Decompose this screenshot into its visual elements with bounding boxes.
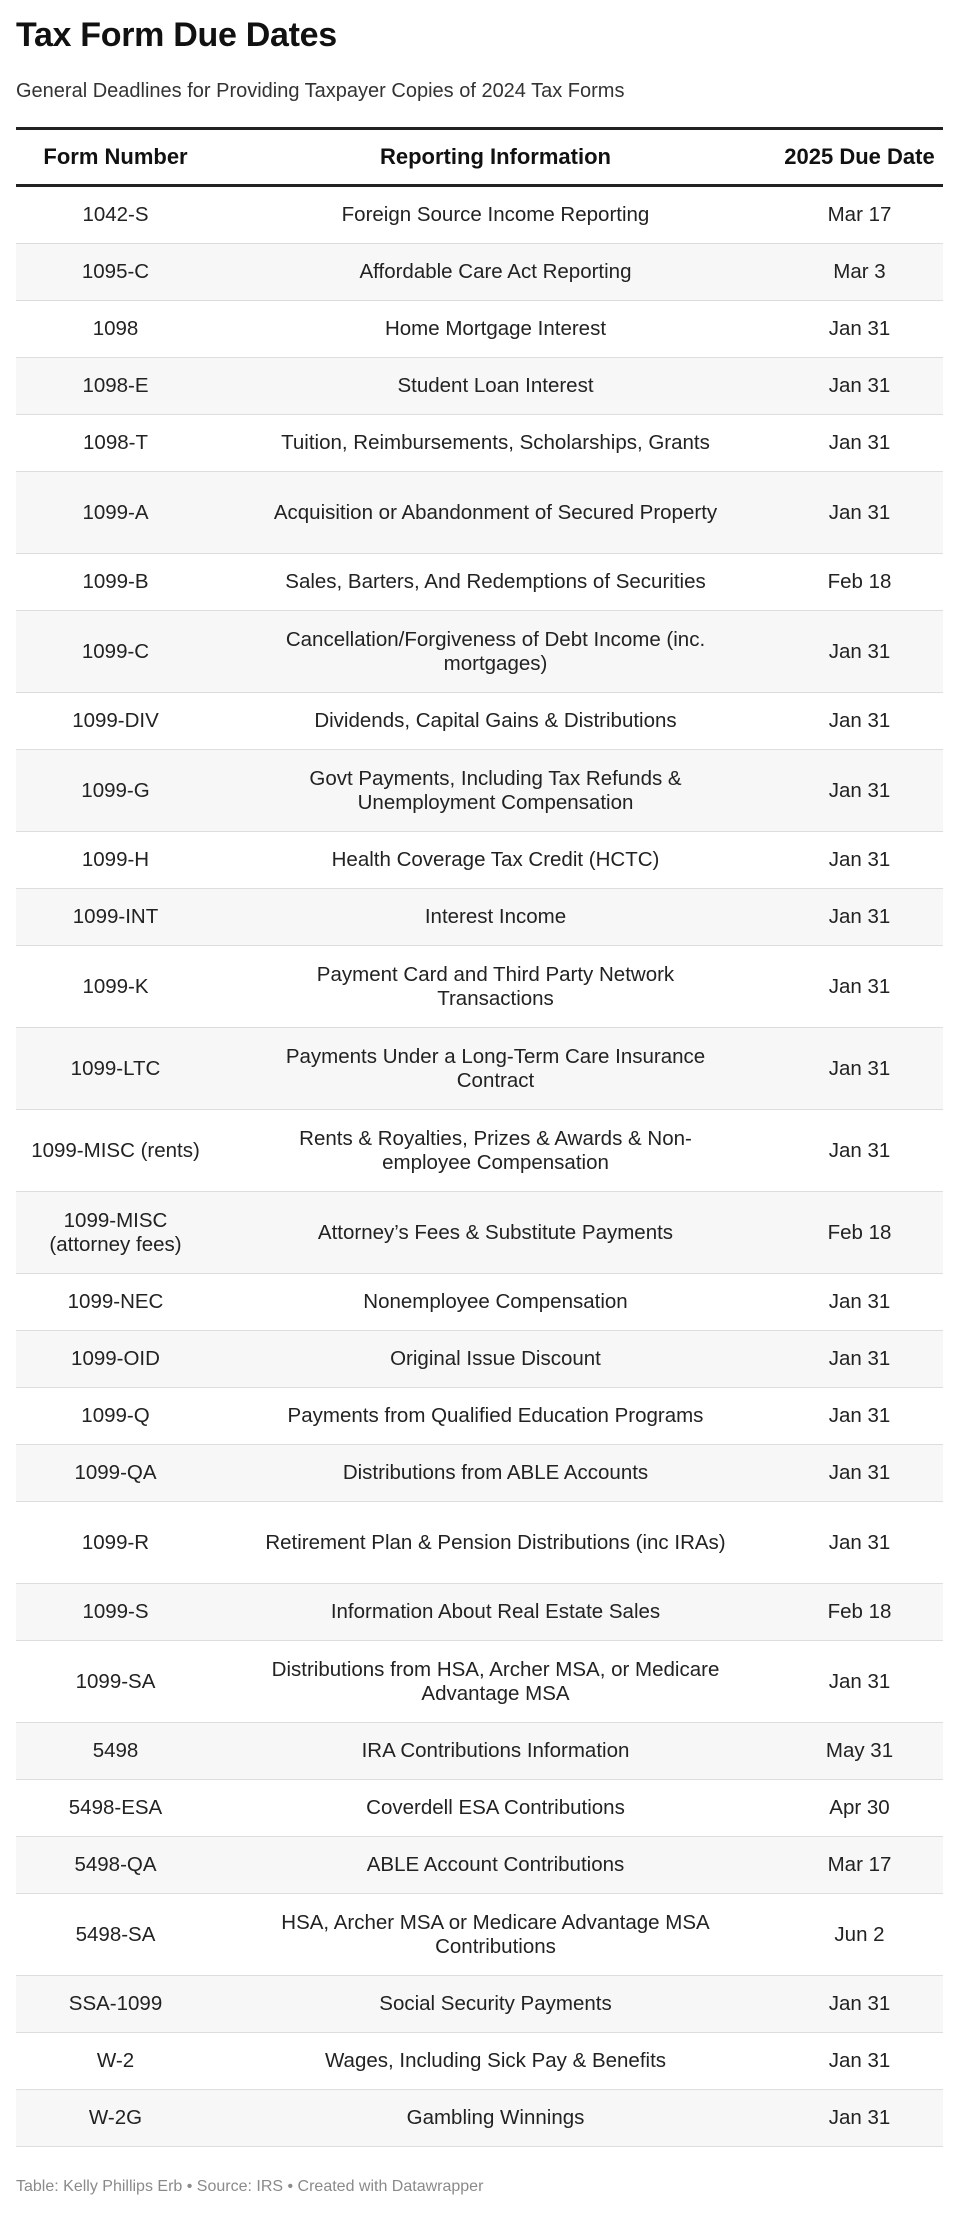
table-row [16,472,943,554]
form-number-cell: 5498-QA [74,1853,157,1876]
form-number-cell: 1099-OID [71,1347,160,1370]
due-date-cell: Jan 31 [828,2106,891,2129]
form-number-cell: 1098-T [83,431,148,454]
due-date-cell: Mar 17 [827,203,892,226]
reporting-info-cell: Tuition, Reimbursements, Scholarships, Grants [281,431,710,454]
form-number-cell: 1095-C [81,260,150,283]
reporting-info-cell: Payment Card and Third Party Network Transactions [316,962,675,1010]
table-row [16,1584,943,1641]
reporting-info-cell: Dividends, Capital Gains & Distributions [314,709,677,732]
form-number-cell: 1098 [92,317,139,340]
table-row [16,889,943,946]
reporting-info-cell: Wages, Including Sick Pay & Benefits [324,2049,667,2072]
form-number-cell: 1099-K [82,974,149,998]
table-row [16,693,943,750]
reporting-info-cell: IRA Contributions Information [361,1739,630,1762]
form-number-cell: 1099-B [82,570,149,593]
table-row [16,1723,943,1780]
column-header-reporting-information: Reporting Information [380,144,611,169]
table-row [16,1192,943,1274]
form-number-cell: 5498-SA [75,1922,156,1946]
reporting-info-cell: Social Security Payments [379,1992,612,2015]
reporting-info-cell: Retirement Plan & Pension Distributions (inc IRAs) [265,1530,726,1554]
due-date-cell: Jan 31 [828,639,891,663]
table-row [16,1110,943,1192]
column-header-due-date: 2025 Due Date [784,144,935,169]
form-number-cell: 1099-DIV [72,709,159,732]
form-number-cell: 1042-S [82,203,149,226]
due-date-cell: Feb 18 [827,1220,892,1244]
due-date-cell: Jan 31 [828,1404,891,1427]
table-row [16,187,943,244]
form-number-cell: 1099-G [81,778,150,802]
reporting-info-cell: Payments Under a Long-Term Care Insurance Contract [285,1044,706,1092]
due-date-cell: Apr 30 [829,1796,890,1819]
due-date-cell: Jan 31 [828,709,891,732]
table-row [16,1388,943,1445]
form-number-cell: 1099-NEC [67,1290,164,1313]
form-number-cell: 1099-LTC [70,1056,161,1080]
form-number-cell: 1099-A [82,500,149,524]
reporting-info-cell: Payments from Qualified Education Programs [287,1404,704,1427]
reporting-info-cell: Home Mortgage Interest [384,317,607,340]
form-number-cell: 1099-H [81,848,150,871]
table-row [16,1976,943,2033]
form-number-cell: 1099-S [82,1600,149,1623]
table-row [16,1502,943,1584]
column-header-form-number: Form Number [43,144,188,169]
reporting-info-cell: Original Issue Discount [390,1347,601,1370]
form-number-cell: 1099-MISC (rents) [31,1138,200,1162]
form-number-cell: 1099-Q [81,1404,150,1427]
due-date-cell: Jan 31 [828,1992,891,2015]
reporting-info-cell: Distributions from ABLE Accounts [342,1461,649,1484]
form-number-cell: 1098-E [82,374,149,397]
reporting-info-cell: Information About Real Estate Sales [330,1600,661,1623]
page-subtitle: General Deadlines for Providing Taxpayer Copies of 2024 Tax Forms [16,80,625,102]
form-number-cell: W-2 [96,2049,135,2072]
reporting-info-cell: Interest Income [424,905,567,928]
reporting-info-cell: Rents & Royalties, Prizes & Awards & Non-employee Compensation [299,1126,692,1174]
reporting-info-cell: Acquisition or Abandonment of Secured Property [273,500,718,524]
due-date-cell: Jan 31 [828,1461,891,1484]
reporting-info-cell: Foreign Source Income Reporting [341,203,650,226]
table-row [16,1641,943,1723]
table-row [16,2033,943,2090]
reporting-info-cell: Sales, Barters, And Redemptions of Securities [285,570,706,593]
table-row [16,946,943,1028]
table-row [16,415,943,472]
table-row [16,1445,943,1502]
reporting-info-cell: Health Coverage Tax Credit (HCTC) [331,848,660,871]
due-date-cell: Jan 31 [828,778,891,802]
reporting-info-cell: HSA, Archer MSA or Medicare Advantage MSA Contributions [281,1910,710,1958]
form-number-cell: W-2G [88,2106,143,2129]
due-date-cell: Jan 31 [828,1669,891,1693]
due-date-cell: May 31 [825,1739,894,1762]
table-row [16,832,943,889]
due-date-cell: Jan 31 [828,374,891,397]
reporting-info-cell: Nonemployee Compensation [363,1290,628,1313]
due-date-cell: Jan 31 [828,500,891,524]
due-date-cell: Jan 31 [828,1530,891,1554]
reporting-info-cell: Affordable Care Act Reporting [359,260,632,283]
due-date-cell: Jan 31 [828,1347,891,1370]
due-date-cell: Jun 2 [834,1922,885,1946]
due-date-cell: Feb 18 [827,1600,892,1623]
due-date-cell: Jan 31 [828,1056,891,1080]
table-row [16,750,943,832]
table-row [16,1274,943,1331]
due-date-cell: Feb 18 [827,570,892,593]
table-header [16,130,943,187]
due-date-cell: Jan 31 [828,2049,891,2072]
form-number-cell: 5498 [92,1739,139,1762]
reporting-info-cell: ABLE Account Contributions [366,1853,625,1876]
reporting-info-cell: Coverdell ESA Contributions [366,1796,625,1819]
form-number-cell: 5498-ESA [68,1796,163,1819]
due-date-cell: Jan 31 [828,431,891,454]
due-date-cell: Jan 31 [828,848,891,871]
table-row [16,358,943,415]
reporting-info-cell: Cancellation/Forgiveness of Debt Income (inc. mortgages) [285,627,706,675]
form-number-cell: SSA-1099 [68,1992,163,2015]
form-number-cell: 1099-R [81,1530,150,1554]
table-row [16,1894,943,1976]
reporting-info-cell: Distributions from HSA, Archer MSA, or Medicare Advantage MSA [271,1657,720,1705]
source-footer: Table: Kelly Phillips Erb • Source: IRS • Created with Datawrapper [16,2178,484,2195]
table-row [16,244,943,301]
due-dates-table [16,127,943,2147]
table-row [16,1028,943,1110]
reporting-info-cell: Attorney’s Fees & Substitute Payments [317,1220,674,1244]
page-title: Tax Form Due Dates [16,16,337,54]
due-date-cell: Jan 31 [828,905,891,928]
due-date-cell: Jan 31 [828,1290,891,1313]
due-date-cell: Jan 31 [828,317,891,340]
table-row [16,1780,943,1837]
form-number-cell: 1099-C [81,639,150,663]
due-date-cell: Jan 31 [828,1138,891,1162]
due-date-cell: Jan 31 [828,974,891,998]
reporting-info-cell: Gambling Winnings [406,2106,585,2129]
table-row [16,554,943,611]
form-number-cell: 1099-INT [72,905,159,928]
reporting-info-cell: Student Loan Interest [397,374,594,397]
table-row [16,611,943,693]
table-row [16,301,943,358]
form-number-cell: 1099-MISC (attorney fees) [49,1208,182,1256]
form-number-cell: 1099-SA [75,1669,156,1693]
due-date-cell: Mar 3 [833,260,886,283]
reporting-info-cell: Govt Payments, Including Tax Refunds & Unemployment Compensation [309,766,682,814]
table-row [16,2090,943,2147]
table-row [16,1331,943,1388]
table-row [16,1837,943,1894]
due-date-cell: Mar 17 [827,1853,892,1876]
form-number-cell: 1099-QA [74,1461,157,1484]
